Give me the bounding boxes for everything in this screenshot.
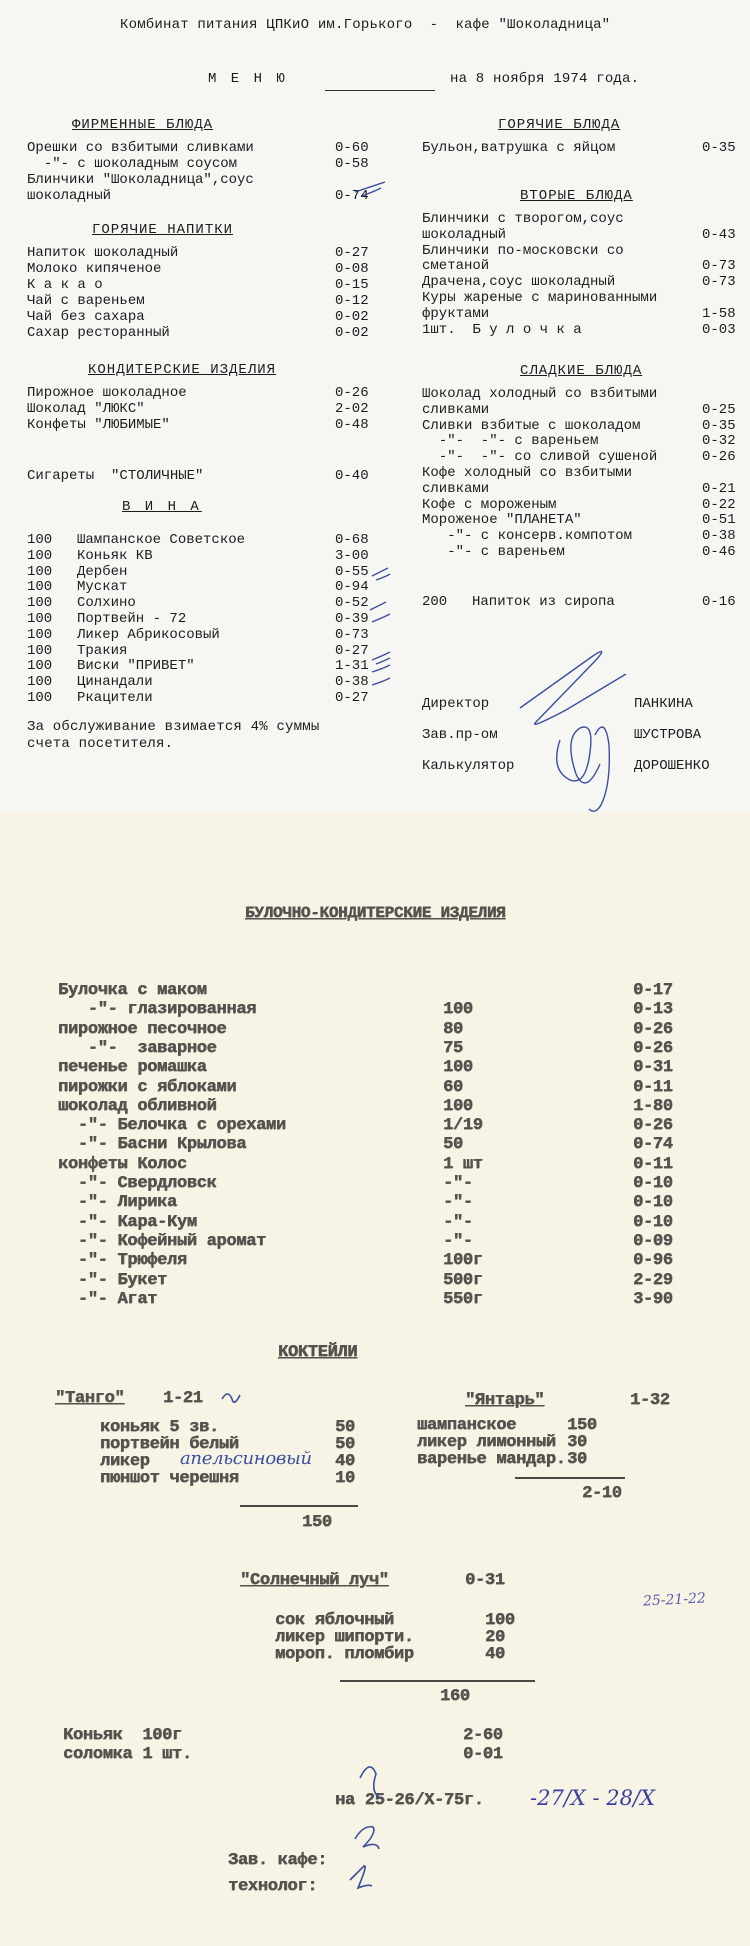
wine-name: Ликер Абрикосовый <box>77 626 220 643</box>
signature-name: ПАНКИНА <box>634 696 693 712</box>
wine-qty: 100 <box>27 547 53 564</box>
wine-name: Шампанское Советское <box>77 532 246 548</box>
item-qty: 200 <box>422 594 448 610</box>
wine-name: Цинандали <box>77 674 153 691</box>
wine-price: 1-31 <box>335 658 369 675</box>
item-name: Сахар ресторанный <box>27 325 170 341</box>
wine-name: Ркацители <box>77 690 153 706</box>
item-qty: -"- <box>443 1193 473 1213</box>
item-price: 0-02 <box>335 325 369 341</box>
item-name: -"- с шоколадным соусом <box>27 156 238 172</box>
item-price: 0-38 <box>702 528 736 545</box>
wine-qty: 100 <box>27 642 53 659</box>
item-name: шоколадный <box>27 188 112 204</box>
item-price: 0-27 <box>335 245 369 261</box>
ingredient-qty: 50 <box>335 1435 355 1454</box>
item-name: Блинчики "Шоколадница",соус <box>27 172 254 188</box>
item-name: Кофе холодный со взбитыми <box>422 465 633 481</box>
wine-qty: 100 <box>27 690 53 706</box>
cocktail-tango-price: 1-21 <box>163 1389 203 1408</box>
wine-qty: 100 <box>27 674 53 691</box>
item-name: -"- Букет <box>58 1270 167 1290</box>
cocktail-sun-price: 0-31 <box>465 1571 505 1590</box>
item-name: Чай с вареньем <box>27 293 145 309</box>
header-line: Комбинат питания ЦПКиО им.Горького - кафе "Шоколадница" <box>120 17 611 33</box>
item-price: 0-43 <box>702 226 736 243</box>
item-price: 0-26 <box>633 1038 673 1058</box>
item-qty: -"- <box>443 1174 473 1193</box>
wine-name: Тракия <box>77 642 128 659</box>
item-price: 0-48 <box>335 417 369 433</box>
wine-name: Солхино <box>77 595 136 612</box>
item-qty: -"- <box>443 1212 473 1232</box>
item-name: Орешки со взбитыми сливками <box>27 140 254 156</box>
ingredient-hand: апельсиновый <box>180 1448 312 1469</box>
service-note: За обслуживание взимается 4% суммы <box>27 719 320 735</box>
item-price: 0-10 <box>633 1212 673 1232</box>
wine-name: Коньяк КВ <box>77 547 153 564</box>
item-name: сливками <box>422 480 490 497</box>
item-name: конфеты Колос <box>58 1154 187 1174</box>
item-price: 0-09 <box>633 1231 673 1251</box>
cocktail-yantar-name: "Янтарь" <box>465 1391 545 1410</box>
cocktail-yantar-total: 2-10 <box>582 1484 622 1503</box>
item-name: Куры жареные с маринованными <box>422 290 658 306</box>
item-name: -"- Басни Крылова <box>58 1135 247 1155</box>
wine-name: Дербен <box>77 563 128 580</box>
item-price: 0-58 <box>335 156 369 172</box>
page2-date: на 25-26/Х-75г. <box>335 1791 484 1810</box>
ingredient-qty: 30 <box>567 1433 587 1452</box>
section-title: КОНДИТЕРСКИЕ ИЗДЕЛИЯ <box>88 362 277 378</box>
wine-price: 0-73 <box>335 626 369 643</box>
item-price: 0-46 <box>702 544 736 560</box>
item-price: 0-74 <box>633 1135 673 1155</box>
ingredient-name: варенье мандар. <box>417 1450 566 1469</box>
page2-handwritten-marks <box>0 812 750 1946</box>
wine-price: 0-27 <box>335 642 369 659</box>
ingredient-qty: 150 <box>567 1416 597 1435</box>
item-name: -"- Свердловск <box>58 1174 217 1193</box>
item-price: 0-26 <box>335 385 369 401</box>
item-price: 0-15 <box>335 277 369 293</box>
wine-qty: 100 <box>27 658 53 675</box>
wine-price: 3-00 <box>335 547 369 564</box>
handwritten-marks <box>0 0 750 812</box>
item-price: 0-26 <box>633 1019 673 1039</box>
item-name: сметаной <box>422 258 490 275</box>
extra-price: 2-60 <box>463 1726 503 1745</box>
ingredient-qty: 20 <box>485 1628 505 1647</box>
item-qty: 75 <box>443 1038 463 1058</box>
item-name: -"- Кара-Кум <box>58 1212 197 1232</box>
menu-word: М Е Н Ю <box>208 71 288 87</box>
wine-qty: 100 <box>27 626 53 643</box>
item-price: 0-96 <box>633 1251 673 1271</box>
item-name: Мороженое "ПЛАНЕТА" <box>422 512 582 529</box>
item-qty: 100 <box>443 1000 473 1020</box>
item-price: 0-40 <box>335 468 369 484</box>
item-name: Блинчики по-московски со <box>422 242 624 259</box>
signature-role: Директор <box>422 696 490 712</box>
signature-role: Калькулятор <box>422 758 515 774</box>
item-name: пирожки с яблоками <box>58 1077 237 1097</box>
item-qty: 50 <box>443 1135 463 1155</box>
item-price: 1-80 <box>633 1096 673 1116</box>
item-price: 0-60 <box>335 140 369 156</box>
ingredient-name: шампанское <box>417 1416 517 1435</box>
ingredient-qty: 50 <box>335 1418 355 1437</box>
menu-date: на 8 ноября 1974 года. <box>450 71 640 87</box>
item-name: Шоколад холодный со взбитыми <box>422 386 658 402</box>
ingredient-name: портвейн белый <box>100 1435 239 1454</box>
cocktail-yantar-price: 1-32 <box>630 1391 670 1410</box>
menu-page-2 <box>0 812 750 1946</box>
item-qty: 500г <box>443 1270 483 1290</box>
wine-price: 0-68 <box>335 532 369 548</box>
item-qty: 100 <box>443 1096 473 1116</box>
item-name: шоколадный <box>422 226 507 243</box>
ingredient-name: ликер <box>100 1452 160 1471</box>
item-price: 0-35 <box>702 140 736 156</box>
wine-name: Портвейн - 72 <box>77 611 187 627</box>
item-name: Булочка с маком <box>58 981 207 1000</box>
item-qty: 100 <box>443 1058 473 1078</box>
signature-name: ШУСТРОВА <box>634 727 702 743</box>
service-note-2: счета посетителя. <box>27 736 174 752</box>
ingredient-name: ликер лимонный <box>417 1433 556 1452</box>
pen-scribbles <box>222 1394 380 1888</box>
cocktail-sun-total: 160 <box>440 1687 470 1706</box>
signature-role: технолог: <box>228 1877 318 1896</box>
section-title: ГОРЯЧИЕ БЛЮДА <box>498 117 621 133</box>
wine-price: 0-39 <box>335 611 369 627</box>
item-price: 0-08 <box>335 261 369 277</box>
wine-price: 0-52 <box>335 595 369 612</box>
signature-role: Зав.пр-ом <box>422 727 498 743</box>
item-price: 0-03 <box>702 321 736 338</box>
wine-qty: 100 <box>27 611 53 627</box>
item-qty: -"- <box>443 1231 473 1251</box>
section-title: ФИРМЕННЫЕ БЛЮДА <box>72 117 214 133</box>
item-price: 2-29 <box>633 1270 673 1290</box>
item-name: -"- с консерв.компотом <box>422 528 633 545</box>
wine-price: 0-94 <box>335 579 369 596</box>
item-price: 0-17 <box>633 981 673 1000</box>
ingredient-name: сок яблочный <box>275 1611 394 1630</box>
item-name: Пирожное шоколадное <box>27 385 187 401</box>
item-price: 0-26 <box>702 449 736 466</box>
ingredient-qty: 10 <box>335 1469 355 1488</box>
cocktail-tango-name: "Танго" <box>55 1389 125 1408</box>
item-name: сливками <box>422 401 490 418</box>
extra-name: соломка 1 шт. <box>63 1745 192 1764</box>
item-name: Сигареты "СТОЛИЧНЫЕ" <box>27 468 204 484</box>
item-price: 0-16 <box>702 594 736 610</box>
item-qty: 100г <box>443 1251 483 1271</box>
signature-role: Зав. кафе: <box>228 1851 328 1870</box>
section-title: ВТОРЫЕ БЛЮДА <box>520 188 633 204</box>
ingredient-name: ликер шипорти. <box>275 1628 414 1647</box>
section-title: ГОРЯЧИЕ НАПИТКИ <box>92 222 234 238</box>
section-title-wines: В И Н А <box>122 499 202 515</box>
ingredient-name: пюншот черешня <box>100 1469 239 1488</box>
item-name: -"- заварное <box>58 1038 217 1058</box>
item-name: шоколад обливной <box>58 1096 217 1116</box>
signature-name: ДОРОШЕНКО <box>634 758 710 774</box>
item-name: печенье ромашка <box>58 1058 207 1078</box>
item-name: Напиток шоколадный <box>27 245 179 261</box>
item-price: 0-12 <box>335 293 369 309</box>
item-name: Напиток из сиропа <box>472 594 615 610</box>
wine-price: 0-38 <box>335 674 369 691</box>
wine-name: Виски "ПРИВЕТ" <box>77 658 195 675</box>
item-name: -"- Кофейный аромат <box>58 1231 266 1251</box>
item-price: 0-35 <box>702 417 736 434</box>
ingredient-qty: 30 <box>567 1450 587 1469</box>
item-name: Чай без сахара <box>27 309 145 325</box>
page2-date-hand: -27/Х - 28/Х <box>530 1786 656 1810</box>
item-price: 0-11 <box>633 1077 673 1097</box>
wine-qty: 100 <box>27 579 53 596</box>
wine-price: 0-55 <box>335 563 369 580</box>
wine-price: 0-27 <box>335 690 369 706</box>
ingredient-qty: 40 <box>485 1645 505 1664</box>
item-name: -"- Лирика <box>58 1193 177 1213</box>
item-price: 0-73 <box>702 274 736 291</box>
page2-title: БУЛОЧНО-КОНДИТЕРСКИЕ ИЗДЕЛИЯ <box>245 904 506 922</box>
item-name: 1шт. Б у л о ч к а <box>422 321 582 338</box>
item-name: Блинчики с творогом,соус <box>422 211 624 227</box>
cocktail-sun-name: "Солнечный луч" <box>240 1571 389 1590</box>
item-name: Драчена,соус шоколадный <box>422 274 616 291</box>
item-name: К а к а о <box>27 277 103 293</box>
item-price: 0-02 <box>335 309 369 325</box>
item-price: 0-22 <box>702 496 736 513</box>
item-name: -"- глазированная <box>58 1000 257 1020</box>
item-qty: 1/19 <box>443 1116 483 1136</box>
ingredient-qty: 40 <box>335 1452 355 1471</box>
pen-scribbles <box>355 182 626 811</box>
item-price: 0-31 <box>633 1058 673 1078</box>
item-price: 0-25 <box>702 401 736 418</box>
item-price: 0-11 <box>633 1154 673 1174</box>
item-name: фруктами <box>422 305 490 322</box>
item-name: Кофе с мороженым <box>422 496 557 513</box>
section-title: СЛАДКИЕ БЛЮДА <box>520 363 643 379</box>
item-price: 0-74 <box>335 188 369 204</box>
item-name: -"- -"- со сливой сушеной <box>422 449 658 466</box>
item-qty: 550г <box>443 1289 483 1309</box>
item-name: Бульон,ватрушка с яйцом <box>422 140 616 156</box>
item-name: пирожное песочное <box>58 1019 227 1039</box>
item-price: 0-10 <box>633 1193 673 1213</box>
ingredient-name: коньяк 5 зв. <box>100 1418 219 1437</box>
ingredient-qty: 100 <box>485 1611 515 1630</box>
item-price: 2-02 <box>335 401 369 417</box>
extra-price: 0-01 <box>463 1745 503 1764</box>
item-price: 0-73 <box>702 258 736 275</box>
wine-qty: 100 <box>27 563 53 580</box>
wine-name: Мускат <box>77 579 128 596</box>
wine-qty: 100 <box>27 532 53 548</box>
wine-qty: 100 <box>27 595 53 612</box>
phone-note: 25-21-22 <box>642 1590 707 1610</box>
section-title-cocktails: КОКТЕЙЛИ <box>278 1343 358 1362</box>
item-price: 3-90 <box>633 1289 673 1309</box>
item-price: 0-51 <box>702 512 736 529</box>
item-name: Шоколад "ЛЮКС" <box>27 401 145 417</box>
ingredient-name: мороп. пломбир <box>275 1645 414 1664</box>
item-name: Молоко кипяченое <box>27 261 162 277</box>
menu-page-1 <box>0 0 750 812</box>
item-name: -"- -"- с вареньем <box>422 433 599 450</box>
item-name: -"- с вареньем <box>422 544 565 560</box>
item-price: 0-26 <box>633 1116 673 1136</box>
cocktail-tango-total: 150 <box>302 1513 332 1532</box>
item-price: 0-21 <box>702 480 736 497</box>
item-qty: 60 <box>443 1077 463 1097</box>
item-price: 0-10 <box>633 1174 673 1193</box>
item-name: -"- Агат <box>58 1289 158 1309</box>
item-price: 0-13 <box>633 1000 673 1020</box>
item-name: -"- Белочка с орехами <box>58 1116 286 1136</box>
extra-name: Коньяк 100г <box>63 1726 182 1745</box>
item-name: Конфеты "ЛЮБИМЫЕ" <box>27 417 170 433</box>
item-qty: 1 шт <box>443 1154 483 1174</box>
item-name: Сливки взбитые с шоколадом <box>422 417 641 434</box>
item-price: 0-32 <box>702 433 736 450</box>
item-price: 1-58 <box>702 305 736 322</box>
item-qty: 80 <box>443 1019 463 1039</box>
item-name: -"- Трюфеля <box>58 1251 187 1271</box>
